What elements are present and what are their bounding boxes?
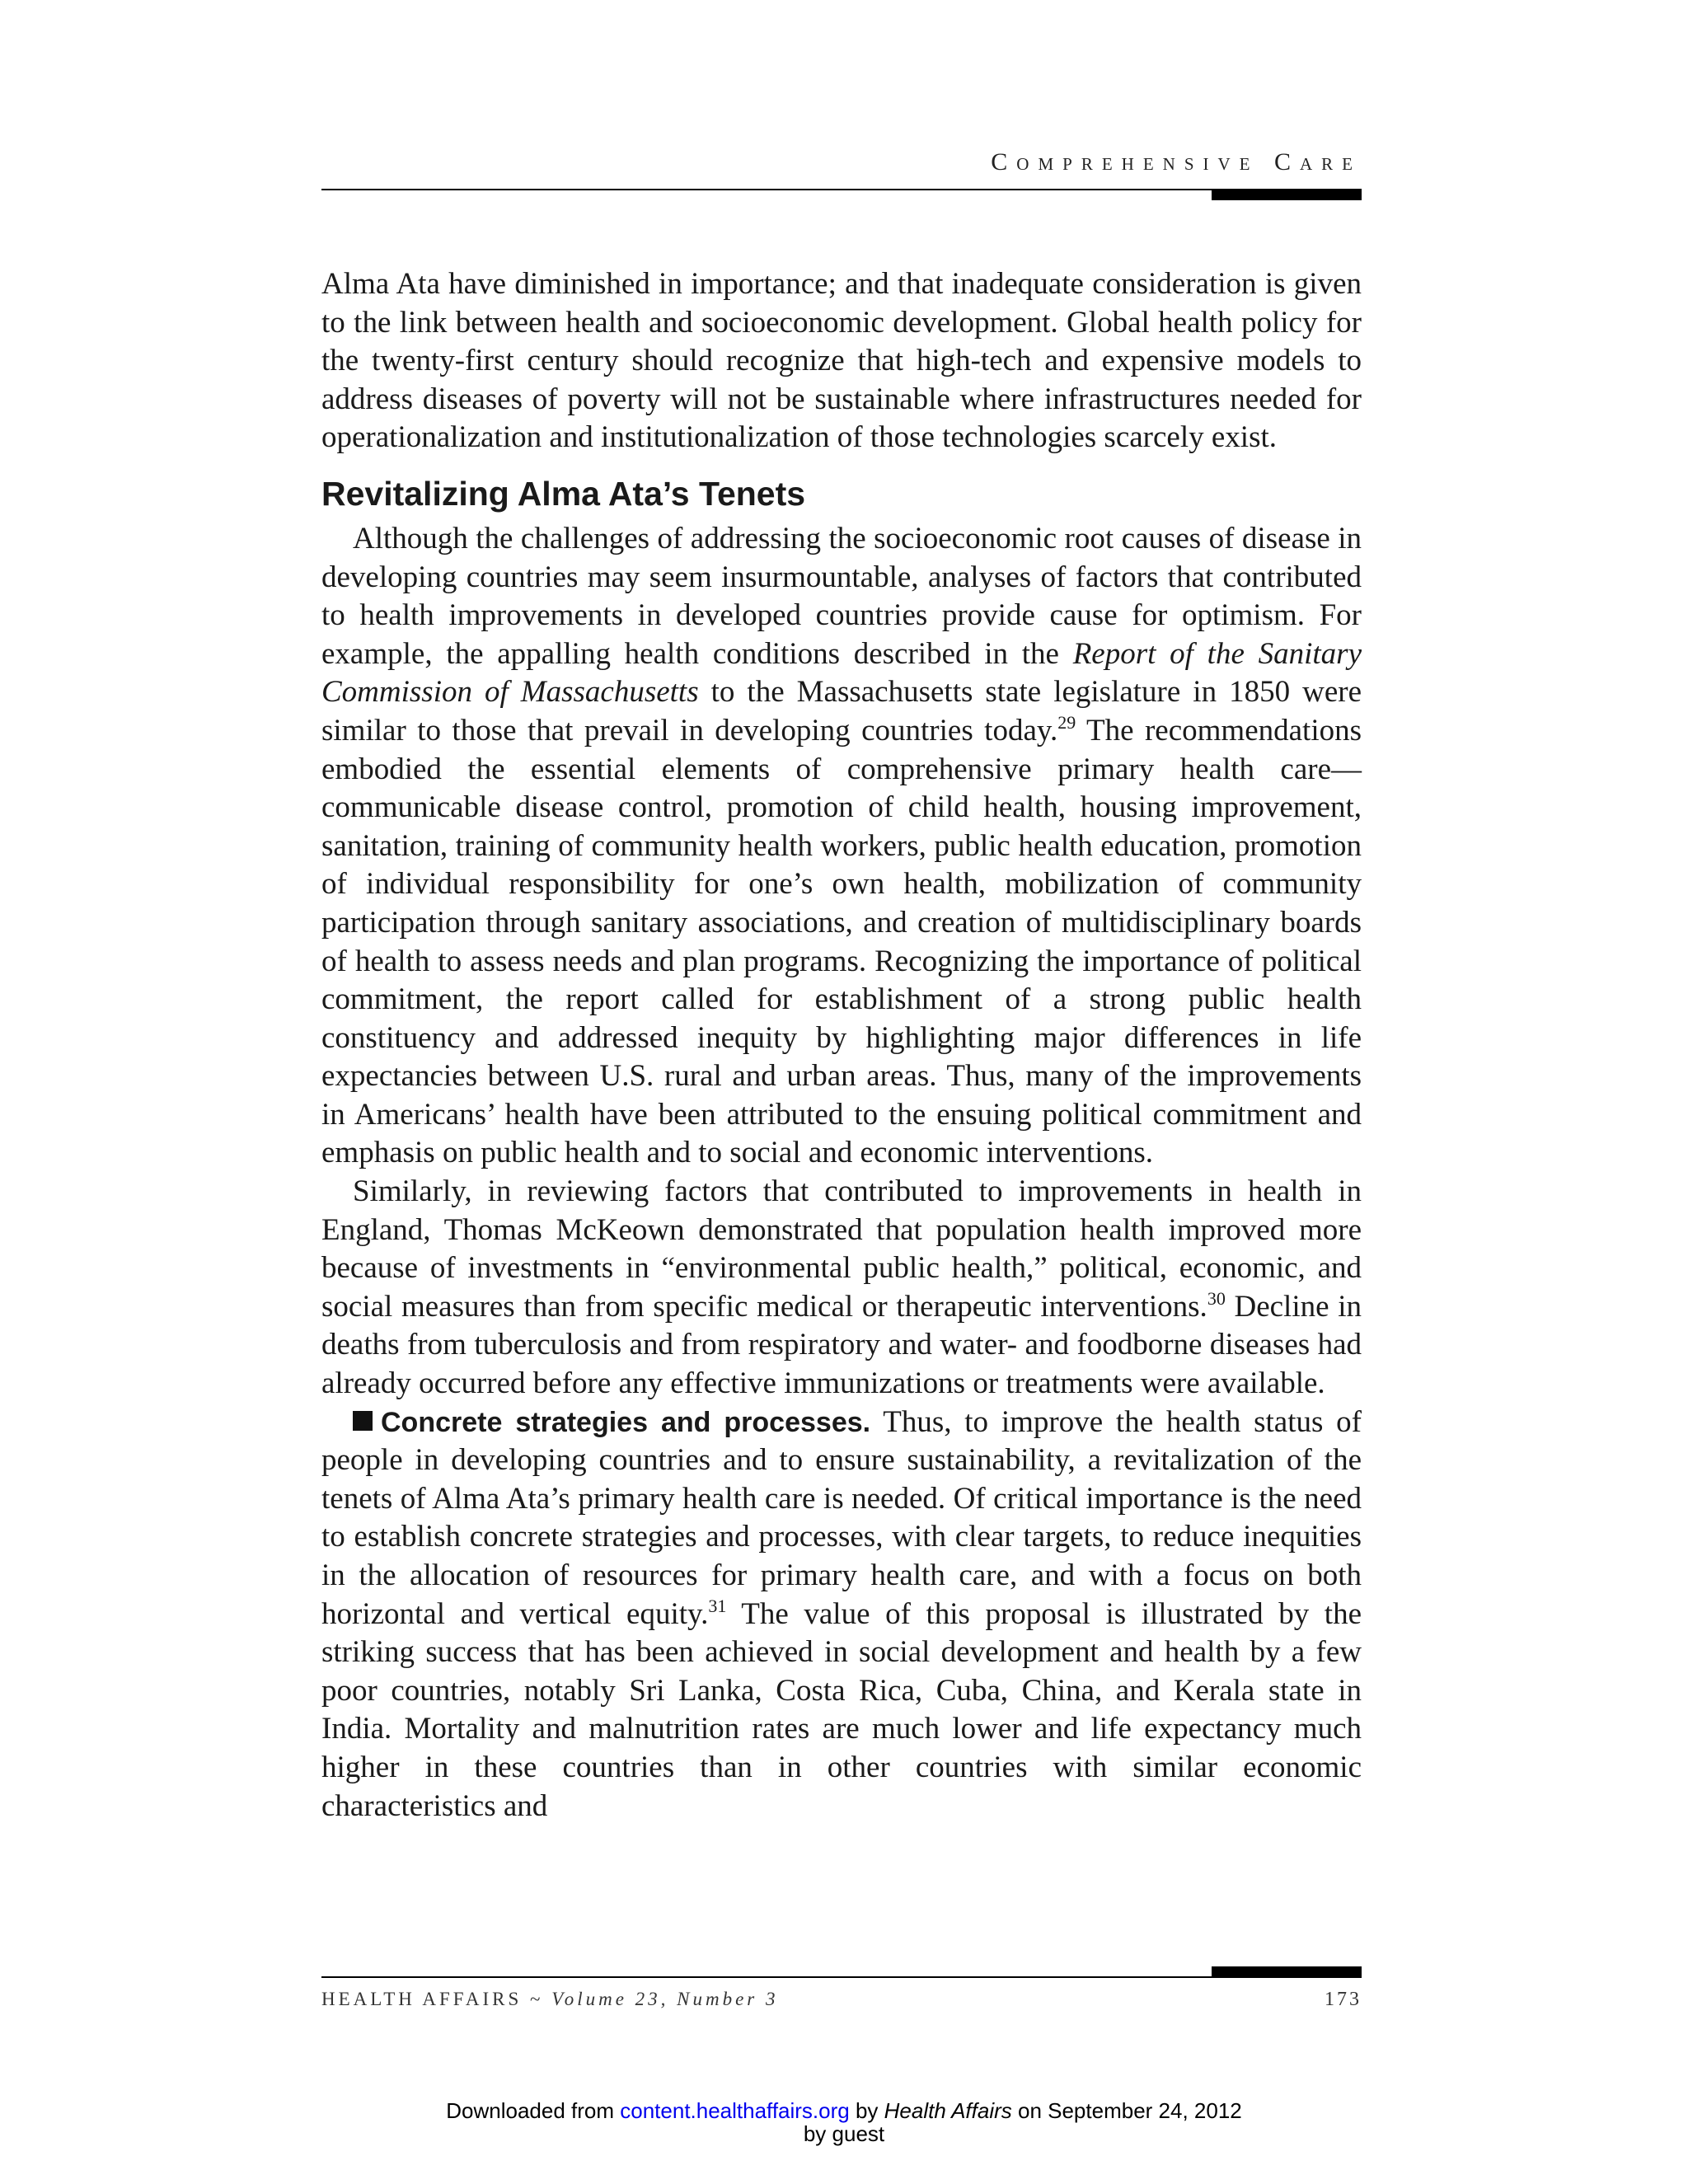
paragraph-4-text-a: Thus, to improve the health status of people in developing countries and to ensure sustainability, a revitalization of the tenets of Alma Ata’s primary health care is needed. Of critical importance is the need to establish concrete strategies and processes, with clear targets, to reduce inequities in the allocation of resources for primary health care, and with a focus on both horizontal and vertical equity. — [321, 1404, 1362, 1631]
header-rule — [321, 189, 1362, 190]
paragraph-4-text-b: The value of this proposal is illustrated by the striking success that has been achieved in social development and health by a few poor countries, notably Sri Lanka, Costa Rica, Cuba, China, and Kerala state in India. Mortality and malnutrition rates are much lower and life expectancy much higher in these countries than in other countries with similar economic characteristics and — [321, 1596, 1362, 1823]
download-line-1 — [0, 2099, 1688, 2122]
report-title: Report of the Sanitary Commission of Massachusetts — [321, 636, 1362, 710]
reference-31: 31 — [708, 1595, 727, 1616]
download-middle: by — [849, 2098, 884, 2123]
running-head: Comprehensive Care — [991, 148, 1362, 176]
volume-number: Volume 23, Number 3 — [551, 1989, 779, 2009]
download-date: on September 24, 2012 — [1011, 2098, 1242, 2123]
source-link[interactable]: content.healthaffairs.org — [620, 2098, 850, 2123]
section-heading: Revitalizing Alma Ata’s Tenets — [321, 474, 806, 513]
paragraph-3 — [321, 1173, 1362, 1404]
paragraph-3-text-b: Decline in deaths from tuberculosis and from respiratory and water- and foodborne diseases had already occurred before any effective immunizations or treatments were available. — [321, 1289, 1362, 1401]
paragraph-2 — [321, 520, 1362, 1173]
publisher-name: Health Affairs — [884, 2098, 1012, 2123]
download-notice — [0, 2099, 1688, 2145]
footer-journal — [321, 1989, 779, 2010]
paragraph-3-text-a: Similarly, in reviewing factors that contributed to improvements in health in England, Thomas McKeown demonstrated that population health improved more because of investments in “environmental public health,” political, economic, and social measures than from specific medical or therapeutic interventions. — [321, 1174, 1362, 1324]
paragraph-2-text-b: to the Massachusetts state legislature in 1850 were similar to those that prevail in developing countries today. — [321, 675, 1362, 748]
article-body — [321, 265, 1362, 1825]
footer-rule — [321, 1976, 1362, 1978]
paragraph-1: Alma Ata have diminished in importance; and that inadequate consideration is given to the link between health and socioeconomic development. Global health policy for the twenty-first century should recognize that high-tech and expensive models to address diseases of poverty will not be sustainable where infrastructures needed for operationalization and institutionalization of those technologies scarcely exist. — [321, 267, 1362, 455]
reference-29: 29 — [1057, 711, 1076, 733]
download-prefix: Downloaded from — [446, 2098, 621, 2123]
paragraph-2-text-c: The recommendations embodied the essential elements of comprehensive primary health care—communicable disease control, promotion of child health, housing improvement, sanitation, training of community health workers, public health education, promotion of individual responsibility for one’s own health, mobilization of community participation through sanitary associations, and creation of multidisciplinary boards of health to assess needs and plan programs. Recognizing the importance of political commitment, the report called for establishment of a strong public health constituency and addressed inequity by highlighting major differences in life expectancies between U.S. rural and urban areas. Thus, many of the improvements in Americans’ health have been attributed to the ensuing political commitment and emphasis on public health and to social and economic interventions. — [321, 713, 1362, 1170]
reference-30: 30 — [1207, 1287, 1226, 1309]
download-line-2: by guest — [803, 2121, 885, 2146]
paragraph-2-text-a: Although the challenges of addressing the socioeconomic root causes of disease in developing countries may seem insurmountable, analyses of factors that contributed to health improvements in developed countries provide cause for optimism. For example, the appalling health conditions described in the — [321, 521, 1362, 671]
square-bullet-icon — [353, 1411, 373, 1431]
header-accent-bar — [1212, 189, 1362, 200]
subsection-heading: Concrete strategies and processes. — [381, 1406, 871, 1438]
page-number: 173 — [1325, 1989, 1362, 2010]
journal-name: HEALTH AFFAIRS ~ — [321, 1989, 544, 2009]
paragraph-4 — [321, 1404, 1362, 1826]
